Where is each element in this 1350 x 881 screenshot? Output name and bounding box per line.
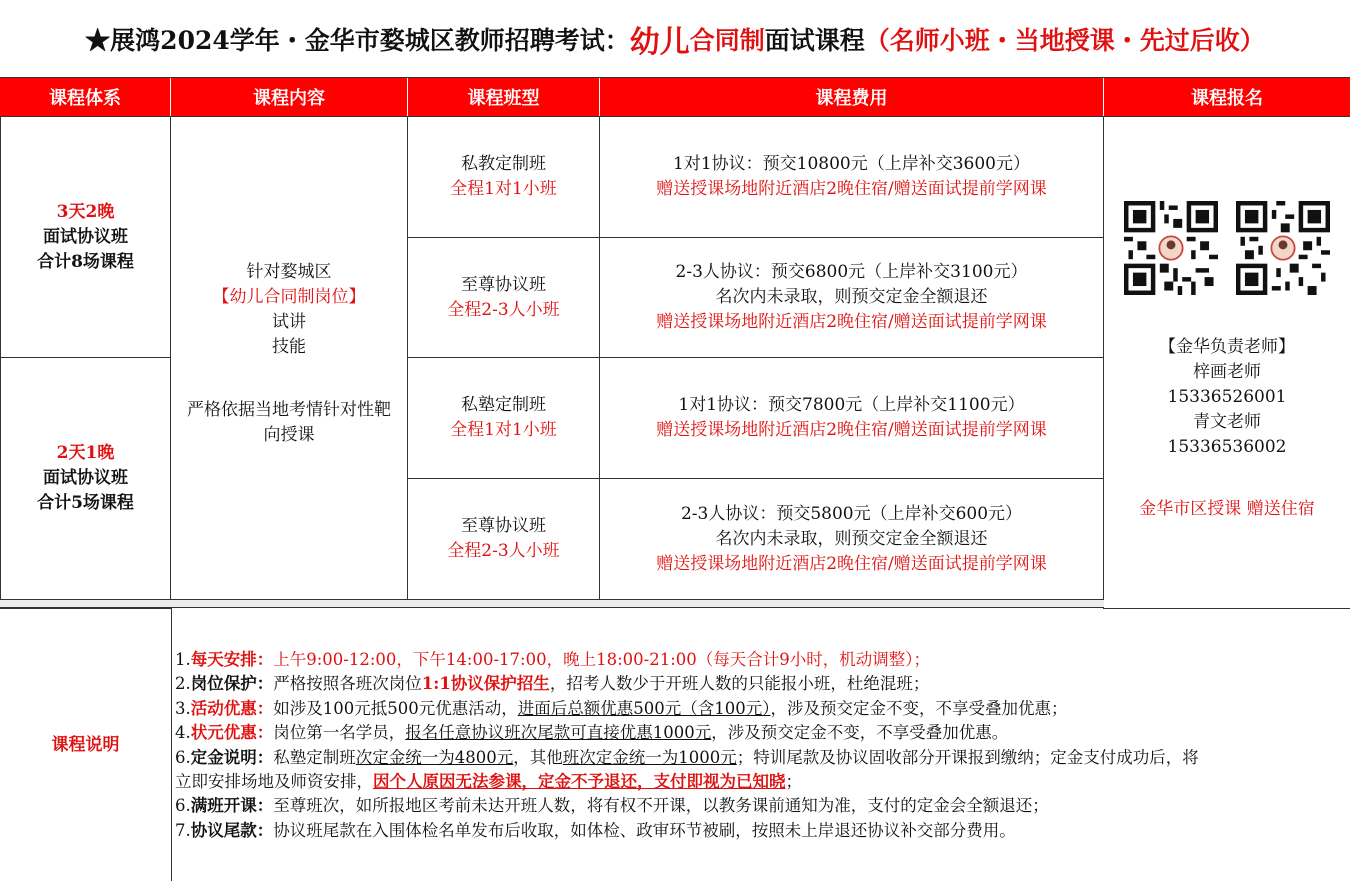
qr-code-icon[interactable] — [1124, 201, 1218, 295]
note-line-5: 6.定金说明：私塾定制班次定金统一为4800元，其他班次定金统一为1000元；特训尾款及协议固收部分开课报到缴纳；定金支付成功后，将 — [175, 747, 1199, 767]
fee-cell-3 — [599, 357, 1104, 479]
note-line-4: 4.状元优惠：岗位第一名学员，报名任意协议班次尾款可直接优惠1000元，涉及预交定金不变，不享受叠加优惠。 — [175, 723, 1009, 743]
system-name: 面试协议班 — [43, 468, 128, 488]
page-title — [0, 0, 1350, 78]
title-part1: ★展鸿2024学年・金华市婺城区教师招聘考试： — [85, 25, 630, 55]
note-line-7: 7.协议尾款：协议班尾款在入围体检名单发布后收取，如体检、政审环节被刷，按照未上岸退还协议补交部分费用。 — [175, 820, 1016, 840]
class-cell-1 — [407, 116, 600, 238]
teacher-phone[interactable]: 15336536002 — [1167, 437, 1287, 457]
separator-row — [0, 599, 1104, 608]
class-name: 私教定制班 — [461, 154, 546, 174]
note-line-2: 2.岗位保护：严格按照各班次岗位1:1协议保护招生，招考人数少于开班人数的只能报小班，杜绝混班； — [175, 674, 930, 694]
class-cell-3 — [407, 357, 600, 479]
content-target: 针对婺城区 — [246, 262, 332, 282]
fee-gift: 赠送授课场地附近酒店2晚住宿/赠送面试提前学网课 — [656, 312, 1047, 332]
class-cell-4 — [407, 478, 600, 600]
fee-price: 1对1协议：预交10800元（上岸补交3600元） — [673, 154, 1030, 174]
fee-cell-1 — [599, 116, 1104, 238]
signup-note: 金华市区授课 赠送住宿 — [1139, 499, 1315, 519]
title-part3: 合同制 — [689, 25, 765, 55]
note-line-6: 6.满班开课：至尊班次，如所报地区考前未达开班人数，将有权不开课，以教务课前通知为准，支付的定金会全额退还； — [175, 796, 1049, 816]
class-name: 私塾定制班 — [461, 395, 546, 415]
fee-price: 2-3人协议：预交6800元（上岸补交3100元） — [675, 262, 1028, 282]
system-count: 合计5场课程 — [37, 493, 134, 513]
header-fee: 课程费用 — [600, 78, 1104, 116]
system-count: 合计8场课程 — [37, 251, 134, 272]
content-item-lecture: 试讲 — [272, 312, 306, 332]
note-line-5b: 立即安排场地及师资安排，因个人原因无法参课，定金不予退还，支付即视为已知晓； — [175, 772, 802, 792]
notes-cell — [171, 608, 1350, 881]
fee-gift: 赠送授课场地附近酒店2晚住宿/赠送面试提前学网课 — [656, 553, 1047, 574]
system-name: 面试协议班 — [43, 226, 128, 247]
header-signup: 课程报名 — [1104, 78, 1350, 116]
class-name: 至尊协议班 — [461, 274, 546, 295]
system-cell-1 — [0, 116, 171, 358]
class-cell-2 — [407, 237, 600, 358]
qr-code-icon[interactable] — [1236, 201, 1330, 295]
header-class-type: 课程班型 — [408, 78, 600, 116]
fee-refund: 名次内未录取，则预交定金全额退还 — [715, 287, 988, 307]
teacher-phone[interactable]: 15336526001 — [1167, 387, 1287, 407]
content-item-skill: 技能 — [272, 337, 306, 357]
fee-cell-2 — [599, 237, 1104, 358]
qr-code-group — [1124, 201, 1330, 295]
class-size: 全程2-3人小班 — [447, 299, 560, 320]
content-cell — [170, 116, 408, 600]
header-system: 课程体系 — [0, 78, 171, 116]
content-desc-1: 严格依据当地考情针对性靶 — [187, 400, 391, 420]
class-size: 全程1对1小班 — [450, 420, 557, 440]
system-duration: 3天2晚 — [56, 201, 115, 222]
header-content: 课程内容 — [171, 78, 408, 116]
system-cell-2 — [0, 357, 171, 600]
fee-gift: 赠送授课场地附近酒店2晚住宿/赠送面试提前学网课 — [656, 179, 1047, 199]
fee-price: 2-3人协议：预交5800元（上岸补交600元） — [680, 503, 1023, 524]
note-line-3: 3.活动优惠：如涉及100元抵500元优惠活动，进面后总额优惠500元（含100元），涉及预交定金不变，不享受叠加优惠； — [175, 698, 1068, 718]
signup-header: 【金华负责老师】 — [1159, 337, 1295, 357]
class-name: 至尊协议班 — [461, 516, 546, 536]
fee-gift: 赠送授课场地附近酒店2晚住宿/赠送面试提前学网课 — [656, 420, 1047, 440]
system-duration: 2天1晚 — [56, 443, 115, 463]
notes-label: 课程说明 — [0, 608, 172, 881]
content-position: 【幼儿合同制岗位】 — [212, 287, 366, 307]
content-desc-2: 向授课 — [263, 425, 315, 445]
title-part5: （名师小班・当地授课・先过后收） — [864, 25, 1265, 55]
fee-cell-4 — [599, 478, 1104, 600]
class-size: 全程1对1小班 — [450, 179, 557, 199]
fee-refund: 名次内未录取，则预交定金全额退还 — [715, 528, 988, 549]
signup-cell — [1103, 116, 1350, 609]
title-part2: 幼儿 — [629, 24, 690, 60]
title-part4: 面试课程 — [764, 25, 865, 55]
teacher-name: 青文老师 — [1193, 412, 1261, 432]
class-size: 全程2-3人小班 — [447, 541, 560, 561]
fee-price: 1对1协议：预交7800元（上岸补交1100元） — [678, 395, 1025, 415]
note-line-1: 1.每天安排：上午9:00-12:00，下午14:00-17:00，晚上18:00-21:00（每天合计9小时，机动调整）； — [175, 650, 931, 669]
teacher-name: 梓画老师 — [1193, 362, 1261, 382]
